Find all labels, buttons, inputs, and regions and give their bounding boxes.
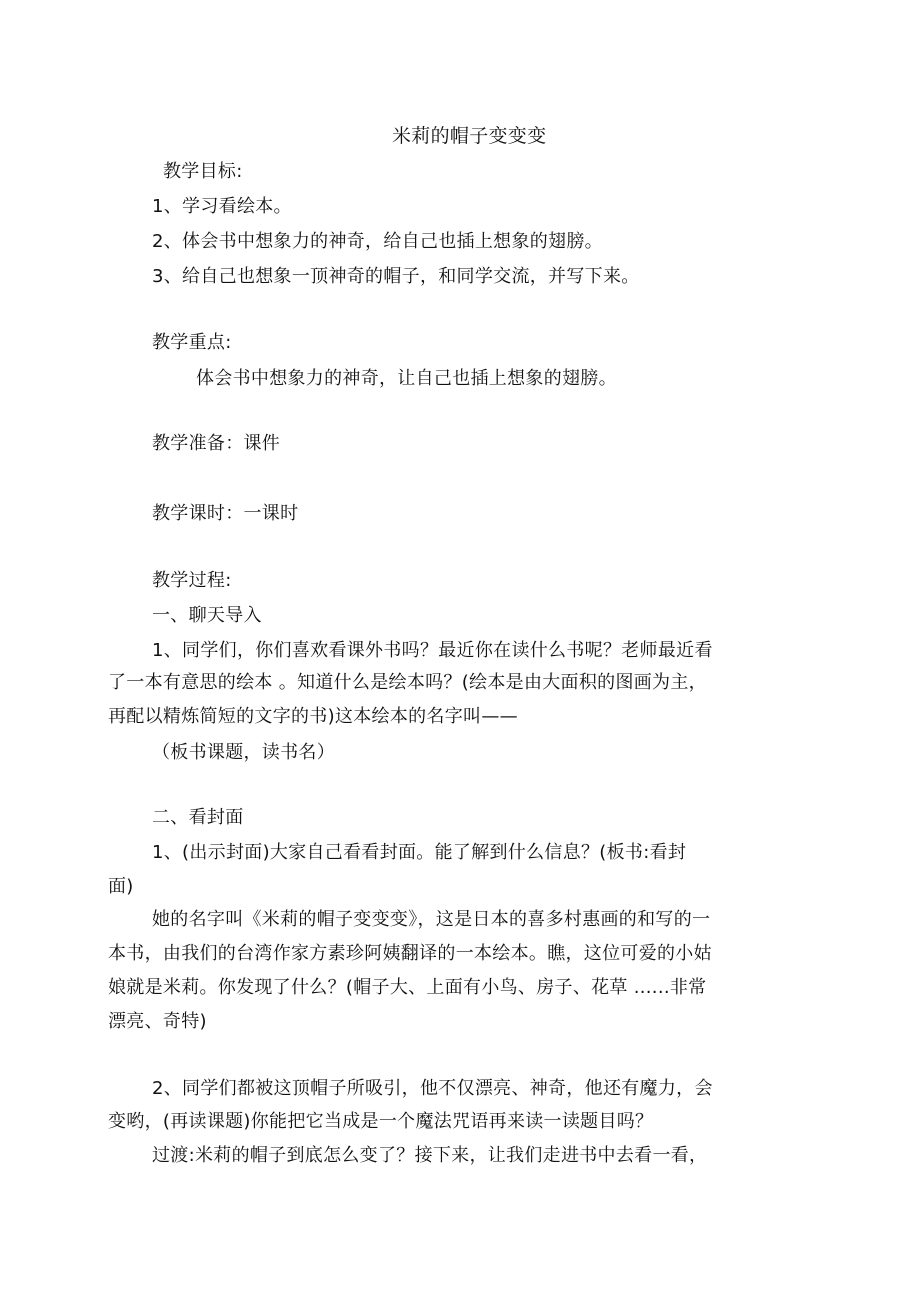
preparation-line: 教学准备：课件 [152,433,281,454]
transition-line: 过渡:米莉的帽子到底怎么变了？接下来，让我们走进书中去看一看， [152,1145,708,1166]
objectives-heading: 教学目标: [163,161,243,182]
paragraph-line: 1、(出示封面)大家自己看看封面。能了解到什么信息？(板书:看封 [152,842,687,863]
section-heading: 二、看封面 [152,807,244,828]
paragraph-line: 了一本有意思的绘本 。知道什么是绘本吗？(绘本是由大面积的图画为主， [108,672,707,693]
paragraph-line: 娘就是米莉。你发现了什么？(帽子大、上面有小鸟、房子、花草 ......非常 [108,977,707,998]
key-points-text: 体会书中想象力的神奇，让自己也插上想象的翅膀。 [196,368,617,389]
paragraph-line: 漂亮、奇特) [108,1011,207,1032]
paragraph-line: 再配以精炼简短的文字的书)这本绘本的名字叫—— [108,706,518,727]
board-note: （板书课题，读书名） [152,742,335,763]
document-title: 米莉的帽子变变变 [392,125,547,147]
duration-line: 教学课时：一课时 [152,503,299,524]
paragraph-line: 本书，由我们的台湾作家方素珍阿姨翻译的一本绘本。瞧，这位可爱的小姑 [108,943,712,964]
objective-item: 2、体会书中想象力的神奇，给自己也插上想象的翅膀。 [152,231,603,252]
paragraph-line: 面) [108,876,134,897]
section-heading: 一、聊天导入 [152,605,262,626]
process-heading: 教学过程: [152,570,232,591]
key-points-heading: 教学重点: [152,332,232,353]
paragraph-line: 2、同学们都被这顶帽子所吸引，他不仅漂亮、神奇，他还有魔力，会 [152,1078,713,1099]
objective-item: 3、给自己也想象一顶神奇的帽子，和同学交流，并写下来。 [152,266,640,287]
paragraph-line: 她的名字叫《米莉的帽子变变变》，这是日本的喜多村惠画的和写的一 [152,909,711,930]
paragraph-line: 变哟，(再读课题)你能把它当成是一个魔法咒语再来读一读题目吗？ [108,1111,654,1132]
objective-item: 1、学习看绘本。 [152,196,292,217]
paragraph-line: 1、同学们，你们喜欢看课外书吗？最近你在读什么书呢？老师最近看 [152,640,713,661]
